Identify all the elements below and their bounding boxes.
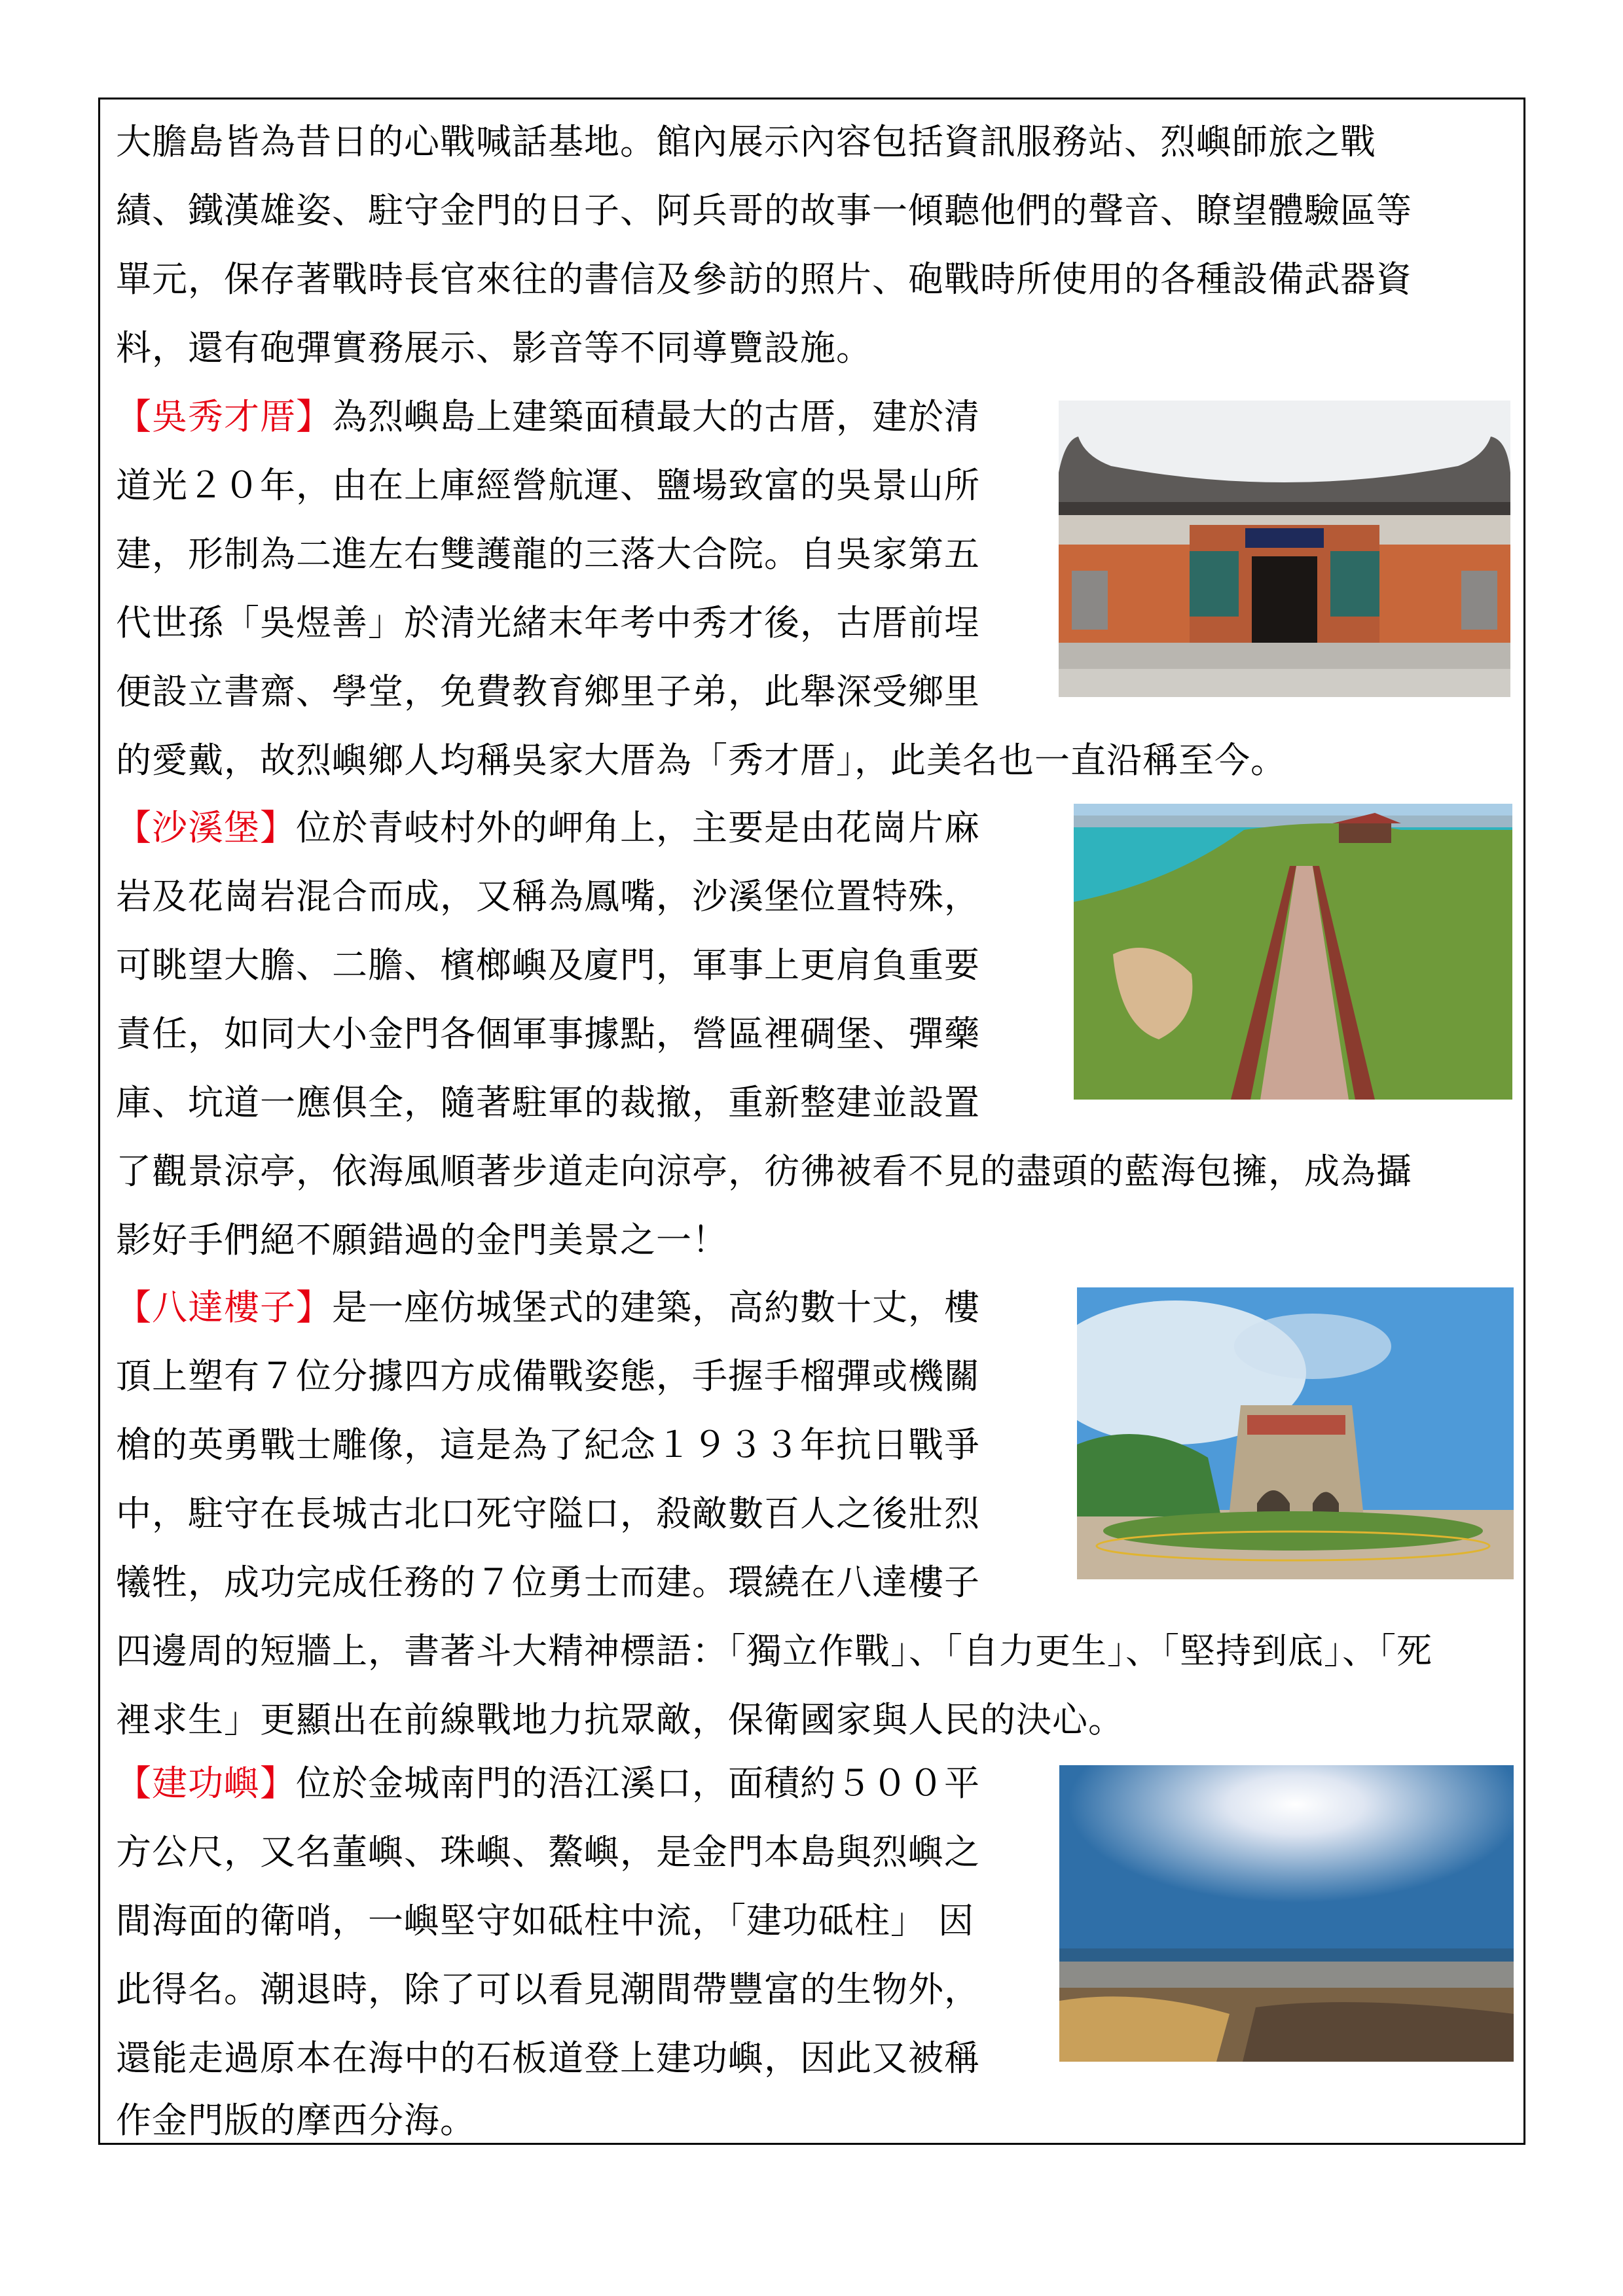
section-line: 岩及花崗岩混合而成，又稱為鳳嘴，沙溪堡位置特殊，: [116, 876, 980, 917]
section-title: 【建功嶼】: [116, 1763, 296, 1804]
section-line: 可眺望大膽、二膽、檳榔嶼及廈門，軍事上更肩負重要: [116, 944, 980, 986]
intro-line: 單元，保存著戰時長官來往的書信及參訪的照片、砲戰時所使用的各種設備武器資: [116, 259, 1412, 300]
section-line: 庫、坑道一應俱全，隨著駐軍的裁撤，重新整建並設置: [116, 1082, 980, 1123]
section-shaxi-first-line: [116, 802, 980, 854]
section-line: 中，駐守在長城古北口死守隘口，殺敵數百人之後壯烈: [116, 1493, 980, 1534]
section-line: 頂上塑有７位分據四方成備戰姿態，手握手榴彈或機關: [116, 1355, 980, 1397]
cape-photo-icon: [1074, 804, 1512, 1100]
section-line: 此得名。潮退時，除了可以看見潮間帶豐富的生物外，: [116, 1969, 980, 2010]
section-line: 間海面的衛哨，一嶼堅守如砥柱中流，「建功砥柱」 因: [116, 1900, 975, 1941]
section-line: 影好手們絕不願錯過的金門美景之一！: [116, 1219, 728, 1261]
intro-line: 大膽島皆為昔日的心戰喊話基地。館內展示內容包括資訊服務站、烈嶼師旅之戰: [116, 121, 1376, 162]
section-text: 位於金城南門的浯江溪口，面積約５００平: [296, 1763, 980, 1804]
section-title: 【八達樓子】: [116, 1287, 332, 1328]
section-line: 還能走過原本在海中的石板道登上建功嶼，因此又被稱: [116, 2037, 980, 2079]
section-line: 的愛戴，故烈嶼鄉人均稱吳家大厝為「秀才厝」，此美名也一直沿稱至今。: [116, 740, 1286, 781]
tower-photo: [1077, 1287, 1514, 1579]
section-line: 責任，如同大小金門各個軍事據點，營區裡碉堡、彈藥: [116, 1013, 980, 1054]
section-line: 裡求生」更顯出在前線戰地力抗眾敵，保衛國家與人民的決心。: [116, 1699, 1124, 1740]
section-line: 槍的英勇戰士雕像，這是為了紀念１９３３年抗日戰爭: [116, 1424, 980, 1465]
tidal-flat-photo: [1059, 1765, 1514, 2062]
section-line: 四邊周的短牆上，書著斗大精神標語：「獨立作戰」、「自力更生」、「堅持到底」、「死: [116, 1630, 1432, 1672]
section-jiangong-first-line: [116, 1757, 980, 1810]
tidal-flat-photo-icon: [1059, 1765, 1514, 2062]
section-title: 【沙溪堡】: [116, 807, 296, 848]
house-photo-icon: [1059, 401, 1510, 697]
section-text: 位於青岐村外的岬角上，主要是由花崗片麻: [296, 807, 980, 848]
intro-line: 績、鐵漢雄姿、駐守金門的日子、阿兵哥的故事一傾聽他們的聲音、瞭望體驗區等: [116, 190, 1412, 231]
section-line: 建，形制為二進左右雙護龍的三落大合院。自吳家第五: [116, 533, 980, 575]
section-line: 了觀景涼亭，依海風順著步道走向涼亭，彷彿被看不見的盡頭的藍海包擁，成為攝: [116, 1151, 1412, 1192]
section-line: 方公尺，又名董嶼、珠嶼、鰲嶼，是金門本島與烈嶼之: [116, 1831, 980, 1873]
section-wu-first-line: [116, 391, 980, 443]
section-line: 犧牲，成功完成任務的７位勇士而建。環繞在八達樓子: [116, 1562, 980, 1603]
section-line: 代世孫「吳煜善」於清光緒末年考中秀才後，古厝前埕: [116, 602, 980, 643]
cape-photo: [1074, 804, 1512, 1100]
tower-photo-icon: [1077, 1287, 1514, 1579]
house-photo: [1059, 401, 1510, 697]
section-text: 是一座仿城堡式的建築，高約數十丈，樓: [332, 1287, 980, 1328]
section-line: 作金門版的摩西分海。: [116, 2100, 476, 2141]
section-bada-first-line: [116, 1282, 980, 1334]
section-line: 便設立書齋、學堂，免費教育鄉里子弟，此舉深受鄉里: [116, 671, 980, 712]
section-text: 為烈嶼島上建築面積最大的古厝，建於清: [332, 396, 980, 437]
intro-line: 料，還有砲彈實務展示、影音等不同導覽設施。: [116, 327, 872, 368]
section-line: 道光２０年，由在上庫經營航運、鹽場致富的吳景山所: [116, 465, 980, 506]
section-title: 【吳秀才厝】: [116, 396, 332, 437]
